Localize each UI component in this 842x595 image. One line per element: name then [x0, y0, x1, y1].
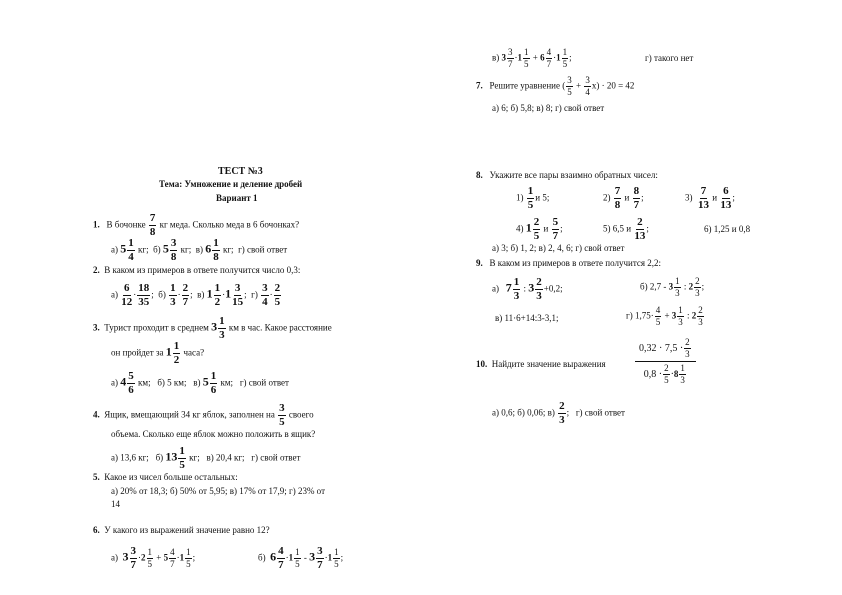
- question-10-options: а) 0,6; б) 0,06; в) $\frac{2}{3}$ ; г) свой ответ: [492, 400, 625, 426]
- question-7: 7. Решите уравнение ( $\frac{3}{5}$ + $\frac{3}{4}$ x) · 20 = 42: [476, 75, 635, 97]
- question-3-cont: он пройдет за 1 $\frac{1}{2}$ часа?: [111, 340, 205, 366]
- question-9-option-b: б) 2,7 - 3 $\frac{1}{3}$ : 2 $\frac{2}{3}$ ;: [640, 276, 705, 298]
- question-3: 3. Турист проходит в среднем 3 $\frac{1}{3}$ км в час. Какое расстояние: [93, 315, 332, 341]
- question-8: 8. Укажите все пары взаимно обратных чисел:: [476, 170, 658, 180]
- question-6-option-a: а) 3 $\frac{3}{7}$ ·2 $\frac{1}{5}$ + 5 $\frac{4}{7}$ ·1 $\frac{1}{5}$ ;: [111, 545, 196, 571]
- test-topic: Тема: Умножение и деление дробей: [159, 179, 303, 189]
- question-6-option-b: б) 6 $\frac{4}{7}$ ·1 $\frac{1}{5}$ - 3 $\frac{3}{7}$ ·1 $\frac{1}{5}$ ;: [258, 545, 344, 571]
- question-6-option-d: г) такого нет: [645, 53, 694, 63]
- question-3-options: а) 4 $\frac{5}{6}$ км; б) 5 км; в) 5 $\frac{1}{6}$ км; г) свой ответ: [111, 370, 289, 396]
- question-8-pair-3: 3) $\frac{7}{13}$ и $\frac{6}{13}$ ;: [685, 185, 735, 211]
- question-6: 6. У какого из выражений значение равно 12?: [93, 525, 270, 535]
- question-10: 10. Найдите значение выражения: [476, 359, 606, 369]
- test-title: ТЕСТ №3: [218, 166, 263, 177]
- question-8-pair-1: 1) $\frac{1}{5}$ и 5;: [516, 185, 550, 211]
- question-7-options: а) 6; б) 5,8; в) 8; г) свой ответ: [492, 103, 605, 113]
- question-5-options: а) 20% от 18,3; б) 50% от 5,95; в) 17% от 17,9; г) 23% от: [111, 486, 326, 496]
- question-1: 1. В бочонке $\frac{7}{8}$ кг меда. Сколько меда в 6 бочонках?: [93, 212, 300, 238]
- question-8-pair-2: 2) $\frac{7}{8}$ и $\frac{8}{7}$ ;: [603, 185, 644, 211]
- test-variant: Вариант 1: [216, 193, 258, 203]
- question-8-pair-6: 6) 1,25 и 0,8: [704, 224, 751, 234]
- question-4-cont: объема. Сколько еще яблок можно положить в ящик?: [111, 429, 316, 439]
- question-8-pair-5: 5) 6,5 и $\frac{2}{13}$ ;: [603, 216, 649, 242]
- question-2-options: а) $\frac{6}{12}$ · $\frac{18}{35}$ ; б) $\frac{1}{3}$ · $\frac{2}{7}$ ; в) 1 $\frac{1}{2}$ ·1 $\frac{3}{15}$ ; г) $\frac{3}{4}$ · $\frac{2}{5}$: [111, 282, 281, 308]
- question-8-options: а) 3; б) 1, 2; в) 2, 4, 6; г) свой ответ: [492, 243, 625, 253]
- question-5-options-tail: 14: [111, 499, 120, 509]
- question-4: 4. Ящик, вмещающий 34 кг яблок, заполнен на $\frac{3}{5}$ своего: [93, 402, 314, 428]
- question-8-pair-4: 4) 1 $\frac{2}{5}$ и $\frac{5}{7}$ ;: [516, 216, 563, 242]
- question-5: 5. Какое из чисел больше остальных:: [93, 472, 238, 482]
- question-9-option-a: а) 7 $\frac{1}{3}$ : 3 $\frac{2}{3}$ +0,2;: [492, 276, 563, 302]
- question-1-options: а) 5 $\frac{1}{4}$ кг; б) 5 $\frac{3}{8}$ кг; в) 6 $\frac{1}{8}$ кг; г) свой ответ: [111, 237, 288, 263]
- question-6-option-c: в) 3 $\frac{3}{7}$ ·1 $\frac{1}{5}$ + 6 $\frac{4}{7}$ ·1 $\frac{1}{5}$ ;: [492, 47, 572, 69]
- question-9: 9. В каком из примеров в ответе получится 2,2:: [476, 258, 662, 268]
- question-10-expression: 0,32 · 7,5 · $\frac{2}{3}$ 0,8 · $\frac{2}{5}$ ·8 $\frac{1}{3}$: [634, 338, 697, 385]
- question-4-options: а) 13,6 кг; б) 13 $\frac{1}{5}$ кг; в) 20,4 кг; г) свой ответ: [111, 445, 301, 471]
- question-2: 2. В каком из примеров в ответе получится число 0,3:: [93, 265, 301, 275]
- question-9-option-d: г) 1,75· $\frac{4}{5}$ + 3 $\frac{1}{3}$ : 2 $\frac{2}{3}$: [626, 305, 703, 327]
- question-9-option-c: в) 11·6+14:3-3,1;: [495, 313, 559, 323]
